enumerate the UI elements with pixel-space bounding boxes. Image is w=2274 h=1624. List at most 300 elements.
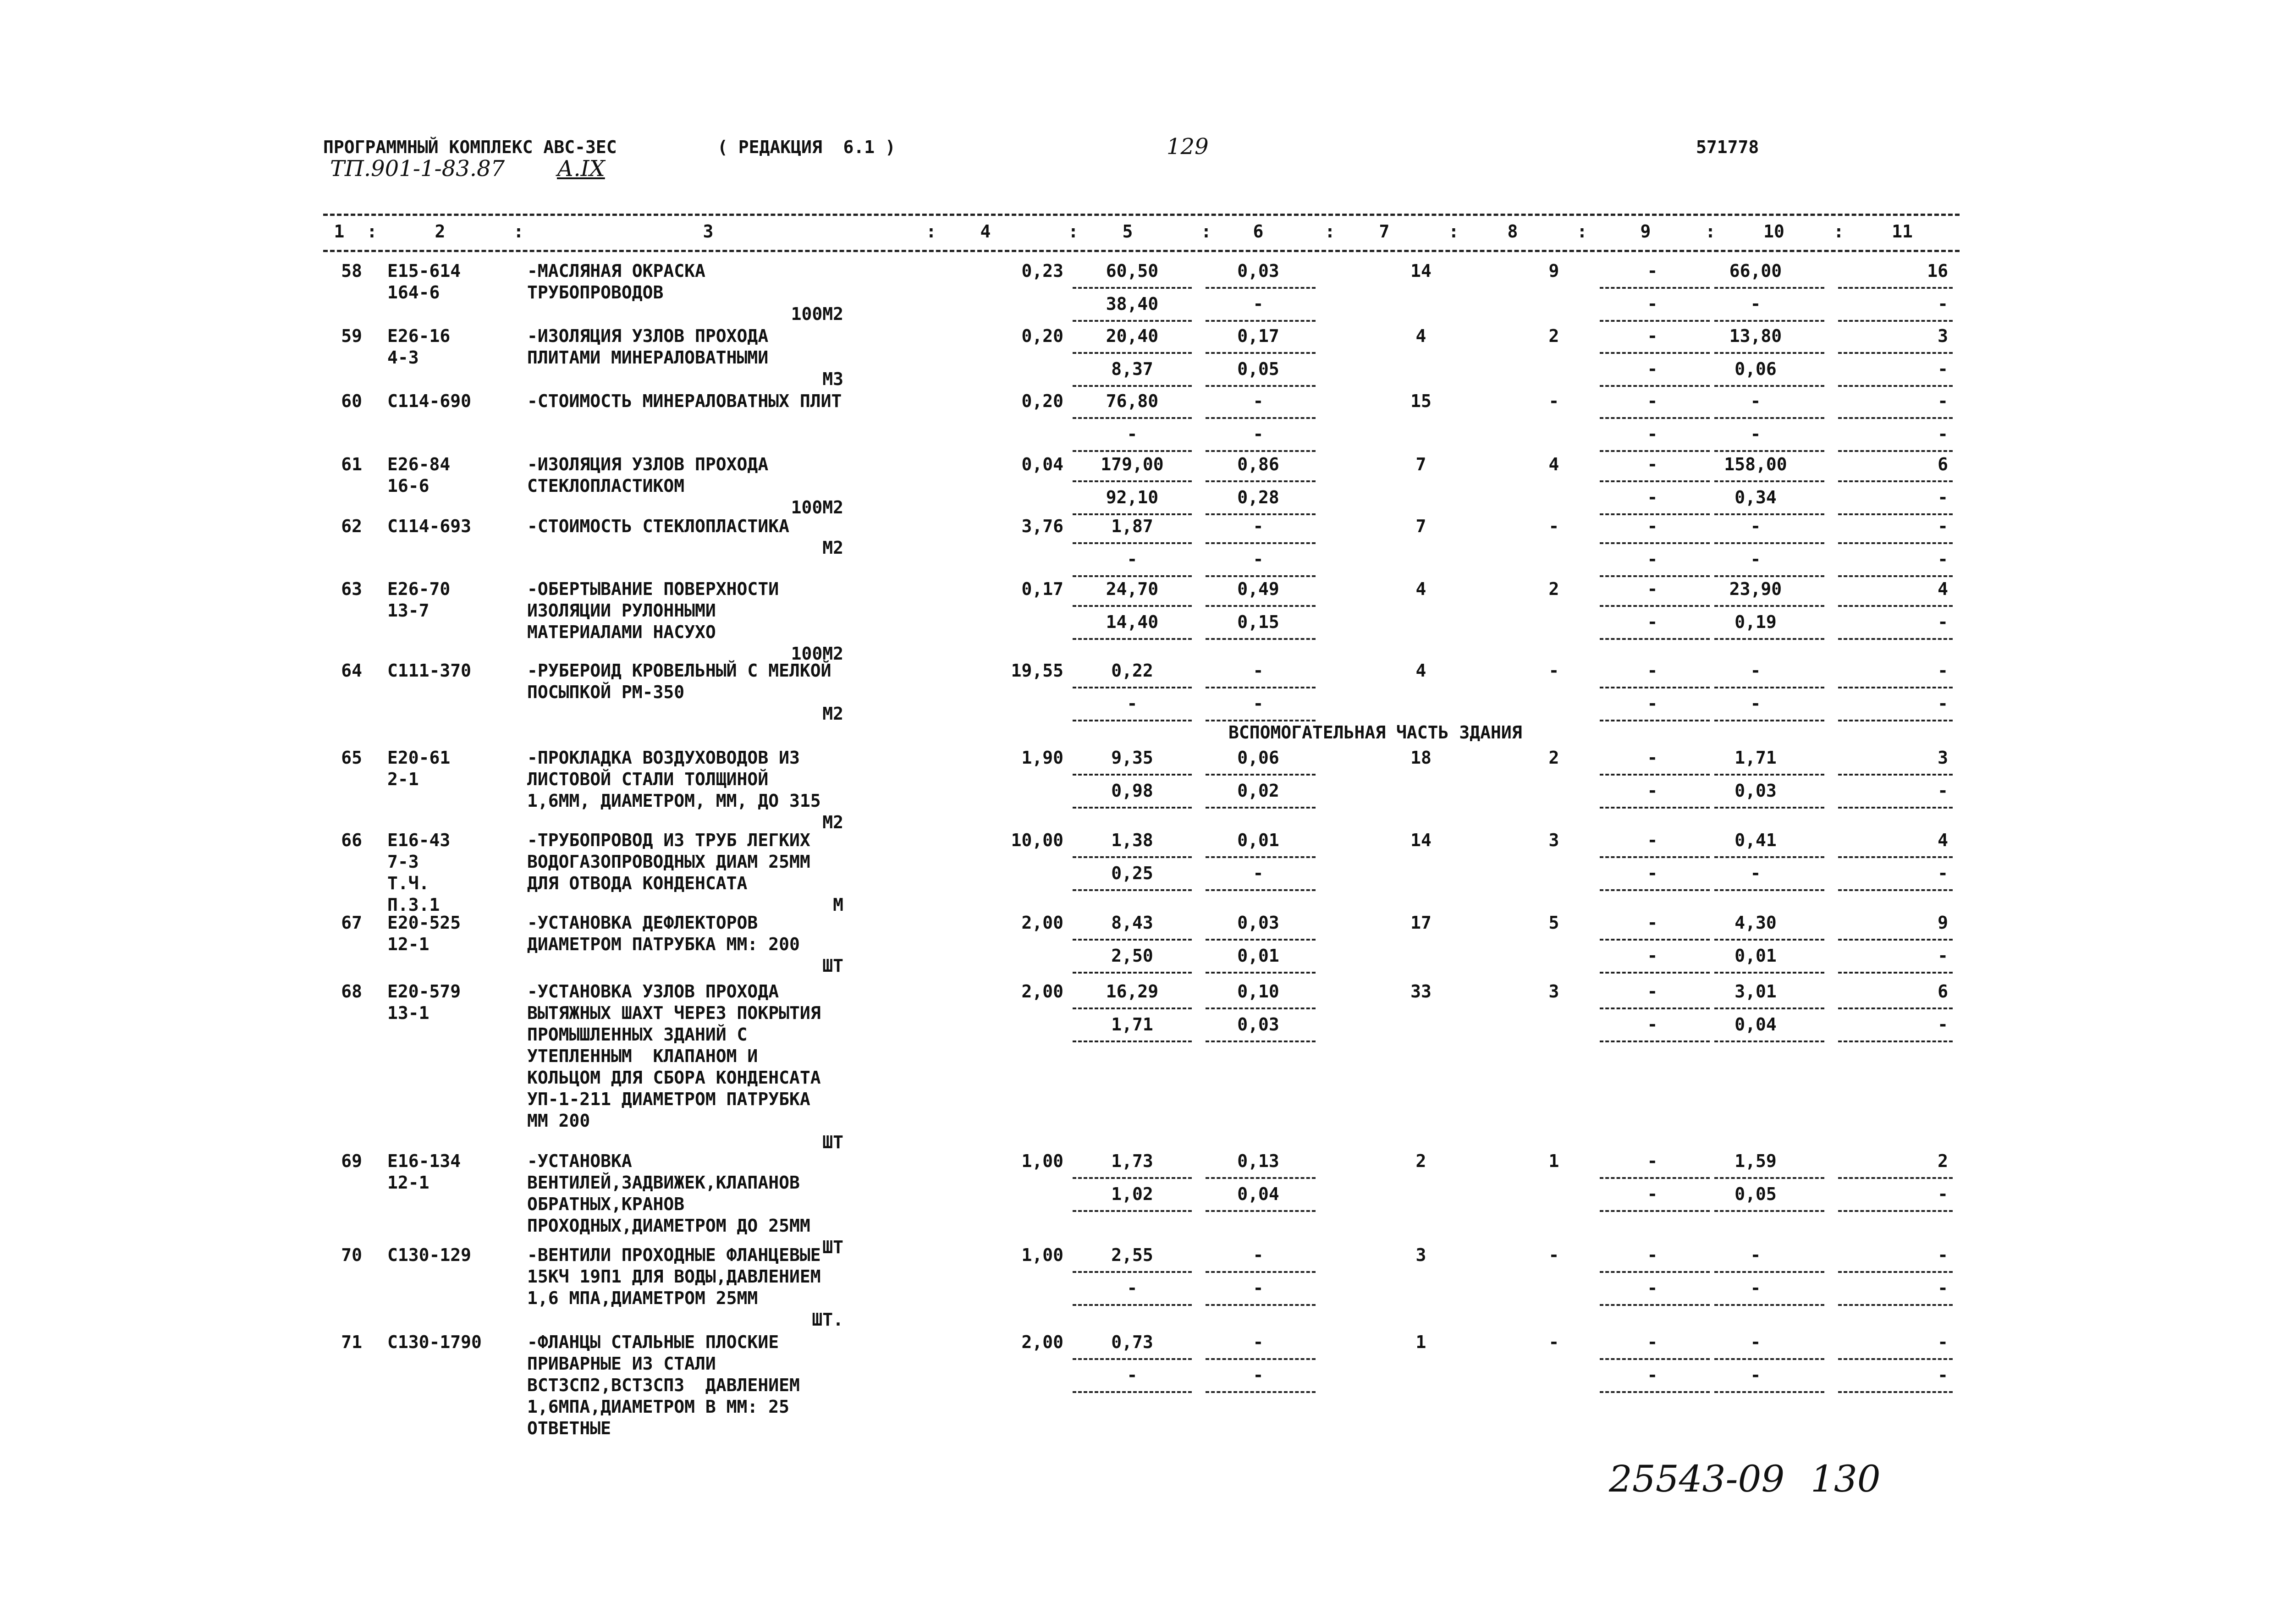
unit-of-measure: ШТ bbox=[822, 1132, 843, 1152]
unit-cost-cell: 24,70 bbox=[1106, 579, 1159, 599]
unit-cost-cell: 179,00 bbox=[1101, 454, 1164, 474]
col10-cell: 4,30 bbox=[1734, 913, 1777, 933]
cell-underline bbox=[1206, 417, 1316, 419]
work-description: -ОБЕРТЫВАНИЕ ПОВЕРХНОСТИ bbox=[527, 579, 779, 599]
cell-underline bbox=[1714, 1007, 1824, 1009]
quantity-cell: 19,55 bbox=[1011, 661, 1063, 681]
cell-underline bbox=[1206, 513, 1316, 515]
cell-underline bbox=[1073, 1007, 1192, 1009]
quantity-cell: 2,00 bbox=[1021, 1332, 1063, 1352]
cell-underline bbox=[1838, 1040, 1953, 1042]
cell-underline bbox=[1073, 575, 1192, 577]
rate-code: С114-690 bbox=[387, 391, 472, 411]
column-header-5: 5 bbox=[1122, 221, 1133, 242]
col11-cell: 3 bbox=[1938, 326, 1948, 346]
unit-cost-cell-2: 2,50 bbox=[1111, 946, 1153, 966]
unit-cost-cell-2: 0,98 bbox=[1111, 781, 1153, 801]
column-separator: : bbox=[1834, 221, 1844, 242]
col10-cell: - bbox=[1750, 1245, 1761, 1265]
work-description: ПЛИТАМИ МИНЕРАЛОВАТНЫМИ bbox=[527, 347, 769, 368]
unit-of-measure: 100М2 bbox=[791, 304, 843, 324]
work-description: ИЗОЛЯЦИИ РУЛОННЫМИ bbox=[527, 600, 716, 621]
cell-underline bbox=[1206, 972, 1316, 974]
work-description: МАТЕРИАЛАМИ НАСУХО bbox=[527, 622, 716, 642]
cell-underline bbox=[1073, 720, 1192, 721]
cell-underline bbox=[1073, 638, 1192, 640]
rate-code: С111-370 bbox=[387, 661, 472, 681]
col11-cell: 4 bbox=[1938, 830, 1948, 850]
cell-underline bbox=[1073, 542, 1192, 544]
work-description: ТРУБОПРОВОДОВ bbox=[527, 282, 664, 303]
col9-cell: - bbox=[1647, 1245, 1658, 1265]
col10-cell-2: - bbox=[1750, 294, 1761, 314]
col9-cell-2: - bbox=[1647, 1278, 1658, 1298]
col10-cell-2: - bbox=[1750, 863, 1761, 883]
cell-underline bbox=[1206, 1040, 1316, 1042]
row-number: 65 bbox=[341, 748, 362, 768]
stamp-number: 25543-09 bbox=[1609, 1458, 1785, 1500]
cell-underline bbox=[1838, 1007, 1953, 1009]
column-header-6: 6 bbox=[1253, 221, 1264, 242]
col8-cell: - bbox=[1548, 1245, 1559, 1265]
cell-underline bbox=[1206, 807, 1316, 809]
col10-cell-2: 0,01 bbox=[1734, 946, 1777, 966]
page-number: 129 bbox=[1167, 134, 1209, 160]
col7-cell: 15 bbox=[1410, 391, 1432, 411]
column-separator: : bbox=[1448, 221, 1459, 242]
cell-underline bbox=[1600, 1271, 1710, 1273]
project-code: ТП.901-1-83.87 bbox=[330, 156, 505, 182]
cell-underline bbox=[1073, 1391, 1192, 1393]
cell-underline bbox=[1600, 287, 1710, 289]
cell-underline bbox=[1838, 513, 1953, 515]
cell-underline bbox=[1600, 1304, 1710, 1306]
col10-cell: - bbox=[1750, 661, 1761, 681]
cell-underline bbox=[1838, 1271, 1953, 1273]
cell-underline bbox=[1600, 480, 1710, 482]
program-name: ПРОГРАММНЫЙ КОМПЛЕКС АВС-ЗЕС bbox=[323, 137, 617, 157]
col9-cell: - bbox=[1647, 1151, 1658, 1171]
col10-cell: 23,90 bbox=[1729, 579, 1782, 599]
col11-cell: 3 bbox=[1938, 748, 1948, 768]
work-description: -МАСЛЯНАЯ ОКРАСКА bbox=[527, 261, 705, 281]
quantity-cell: 0,20 bbox=[1021, 326, 1063, 346]
work-description: ВЕНТИЛЕЙ,ЗАДВИЖЕК,КЛАПАНОВ bbox=[527, 1173, 800, 1193]
salary-cell: 0,49 bbox=[1237, 579, 1279, 599]
cell-underline bbox=[1838, 1391, 1953, 1393]
column-separator: : bbox=[1577, 221, 1587, 242]
col8-cell: 2 bbox=[1548, 326, 1559, 346]
cell-underline bbox=[1838, 1304, 1953, 1306]
rate-code: С114-693 bbox=[387, 516, 472, 536]
cell-underline bbox=[1073, 287, 1192, 289]
cell-underline bbox=[1714, 939, 1824, 941]
row-number: 67 bbox=[341, 913, 362, 933]
col11-cell-2: - bbox=[1938, 1278, 1948, 1298]
quantity-cell: 1,90 bbox=[1021, 748, 1063, 768]
work-description: СТЕКЛОПЛАСТИКОМ bbox=[527, 476, 685, 496]
col10-cell-2: 0,34 bbox=[1734, 487, 1777, 507]
row-number: 66 bbox=[341, 830, 362, 850]
cell-underline bbox=[1600, 687, 1710, 688]
rate-subcode: 164-6 bbox=[387, 282, 440, 303]
col7-cell: 14 bbox=[1410, 830, 1432, 850]
column-header-9: 9 bbox=[1640, 221, 1651, 242]
col11-cell-2: - bbox=[1938, 294, 1948, 314]
work-description: -ТРУБОПРОВОД ИЗ ТРУБ ЛЕГКИХ bbox=[527, 830, 810, 850]
col10-cell-2: 0,06 bbox=[1734, 359, 1777, 379]
unit-cost-cell-2: - bbox=[1127, 1365, 1138, 1385]
col11-cell-2: - bbox=[1938, 781, 1948, 801]
unit-cost-cell: 0,22 bbox=[1111, 661, 1153, 681]
unit-cost-cell: 1,38 bbox=[1111, 830, 1153, 850]
cell-underline bbox=[1206, 1271, 1316, 1273]
work-description: 1,6ММ, ДИАМЕТРОМ, ММ, ДО 315 bbox=[527, 791, 821, 811]
row-number: 58 bbox=[341, 261, 362, 281]
section-title: ВСПОМОГАТЕЛЬНАЯ ЧАСТЬ ЗДАНИЯ bbox=[1228, 722, 1522, 743]
work-description: -УСТАНОВКА ДЕФЛЕКТОРОВ bbox=[527, 913, 758, 933]
col9-cell-2: - bbox=[1647, 1365, 1658, 1385]
cell-underline bbox=[1206, 889, 1316, 891]
cell-underline bbox=[1073, 352, 1192, 354]
cell-underline bbox=[1838, 450, 1953, 452]
unit-of-measure: 100М2 bbox=[791, 497, 843, 517]
salary-cell-2: 0,02 bbox=[1237, 781, 1279, 801]
work-description: -ПРОКЛАДКА ВОЗДУХОВОДОВ ИЗ bbox=[527, 748, 800, 768]
cell-underline bbox=[1714, 1304, 1824, 1306]
col8-cell: - bbox=[1548, 661, 1559, 681]
col9-cell: - bbox=[1647, 830, 1658, 850]
row-number: 69 bbox=[341, 1151, 362, 1171]
column-separator: : bbox=[513, 221, 524, 242]
cell-underline bbox=[1073, 1304, 1192, 1306]
cell-underline bbox=[1838, 605, 1953, 607]
col11-cell: 16 bbox=[1927, 261, 1948, 281]
salary-cell-2: 0,01 bbox=[1237, 946, 1279, 966]
cell-underline bbox=[1714, 320, 1824, 322]
col10-cell: 0,41 bbox=[1734, 830, 1777, 850]
column-header-8: 8 bbox=[1507, 221, 1518, 242]
cell-underline bbox=[1714, 1177, 1824, 1179]
work-description: -ИЗОЛЯЦИЯ УЗЛОВ ПРОХОДА bbox=[527, 326, 769, 346]
cell-underline bbox=[1206, 939, 1316, 941]
col7-cell: 17 bbox=[1410, 913, 1432, 933]
col11-cell-2: - bbox=[1938, 549, 1948, 569]
rate-subcode: 4-3 bbox=[387, 347, 419, 368]
col11-cell-2: - bbox=[1938, 946, 1948, 966]
unit-cost-cell-2: 38,40 bbox=[1106, 294, 1159, 314]
row-number: 61 bbox=[341, 454, 362, 474]
quantity-cell: 0,04 bbox=[1021, 454, 1063, 474]
col10-cell: - bbox=[1750, 516, 1761, 536]
cell-underline bbox=[1838, 687, 1953, 688]
unit-cost-cell: 8,43 bbox=[1111, 913, 1153, 933]
work-description: -УСТАНОВКА bbox=[527, 1151, 632, 1171]
col9-cell-2: - bbox=[1647, 1184, 1658, 1204]
cell-underline bbox=[1206, 774, 1316, 776]
rate-code: Е26-16 bbox=[387, 326, 451, 346]
rate-subcode: 16-6 bbox=[387, 476, 429, 496]
album-code: А.IX bbox=[557, 156, 605, 182]
cell-underline bbox=[1206, 1007, 1316, 1009]
cell-underline bbox=[1600, 1391, 1710, 1393]
salary-cell: - bbox=[1253, 1245, 1264, 1265]
salary-cell-2: 0,15 bbox=[1237, 612, 1279, 632]
column-separator: : bbox=[367, 221, 377, 242]
col9-cell: - bbox=[1647, 579, 1658, 599]
rate-subcode: 13-7 bbox=[387, 600, 429, 621]
cell-underline bbox=[1714, 450, 1824, 452]
salary-cell: 0,13 bbox=[1237, 1151, 1279, 1171]
quantity-cell: 1,00 bbox=[1021, 1245, 1063, 1265]
rate-subcode: 12-1 bbox=[387, 1173, 429, 1193]
unit-cost-cell-2: 1,02 bbox=[1111, 1184, 1153, 1204]
column-separator: : bbox=[1201, 221, 1211, 242]
work-description: -СТОИМОСТЬ МИНЕРАЛОВАТНЫХ ПЛИТ bbox=[527, 391, 842, 411]
cell-underline bbox=[1838, 352, 1953, 354]
cell-underline bbox=[1206, 480, 1316, 482]
cell-underline bbox=[1838, 774, 1953, 776]
cell-underline bbox=[1073, 807, 1192, 809]
col11-cell: - bbox=[1938, 391, 1948, 411]
column-header-2: 2 bbox=[435, 221, 446, 242]
salary-cell: 0,03 bbox=[1237, 261, 1279, 281]
cell-underline bbox=[1838, 856, 1953, 858]
cell-underline bbox=[1838, 417, 1953, 419]
col10-cell: - bbox=[1750, 391, 1761, 411]
col10-cell: 66,00 bbox=[1729, 261, 1782, 281]
cell-underline bbox=[1073, 605, 1192, 607]
col7-cell: 7 bbox=[1415, 454, 1426, 474]
unit-cost-cell: 16,29 bbox=[1106, 981, 1159, 1002]
unit-cost-cell-2: 14,40 bbox=[1106, 612, 1159, 632]
cell-underline bbox=[1714, 889, 1824, 891]
col7-cell: 1 bbox=[1415, 1332, 1426, 1352]
col11-cell-2: - bbox=[1938, 612, 1948, 632]
salary-cell-2: 0,03 bbox=[1237, 1014, 1279, 1035]
unit-cost-cell-2: - bbox=[1127, 549, 1138, 569]
col9-cell: - bbox=[1647, 981, 1658, 1002]
rate-code: Е20-525 bbox=[387, 913, 461, 933]
cell-underline bbox=[1073, 417, 1192, 419]
unit-cost-cell-2: - bbox=[1127, 1278, 1138, 1298]
cell-underline bbox=[1073, 972, 1192, 974]
col11-cell-2: - bbox=[1938, 1365, 1948, 1385]
unit-cost-cell-2: - bbox=[1127, 424, 1138, 444]
work-description: ММ 200 bbox=[527, 1111, 590, 1131]
work-description: ПРИВАРНЫЕ ИЗ СТАЛИ bbox=[527, 1354, 716, 1374]
cell-underline bbox=[1600, 720, 1710, 721]
col9-cell-2: - bbox=[1647, 487, 1658, 507]
cell-underline bbox=[1073, 889, 1192, 891]
salary-cell: 0,06 bbox=[1237, 748, 1279, 768]
cell-underline bbox=[1073, 450, 1192, 452]
salary-cell: - bbox=[1253, 661, 1264, 681]
cell-underline bbox=[1073, 774, 1192, 776]
cell-underline bbox=[1206, 575, 1316, 577]
col10-cell-2: 0,05 bbox=[1734, 1184, 1777, 1204]
column-header-3: 3 bbox=[703, 221, 714, 242]
col10-cell: 3,01 bbox=[1734, 981, 1777, 1002]
quantity-cell: 10,00 bbox=[1011, 830, 1063, 850]
col10-cell: 13,80 bbox=[1729, 326, 1782, 346]
col8-cell: - bbox=[1548, 516, 1559, 536]
cell-underline bbox=[1600, 1007, 1710, 1009]
col9-cell-2: - bbox=[1647, 612, 1658, 632]
salary-cell-2: - bbox=[1253, 424, 1264, 444]
col11-cell: 2 bbox=[1938, 1151, 1948, 1171]
cell-underline bbox=[1073, 1271, 1192, 1273]
cell-underline bbox=[1714, 385, 1824, 387]
column-header-10: 10 bbox=[1763, 221, 1784, 242]
quantity-cell: 1,00 bbox=[1021, 1151, 1063, 1171]
rate-code: С130-129 bbox=[387, 1245, 472, 1265]
salary-cell-2: 0,05 bbox=[1237, 359, 1279, 379]
work-description: ПРОХОДНЫХ,ДИАМЕТРОМ ДО 25ММ bbox=[527, 1216, 810, 1236]
cell-underline bbox=[1206, 1210, 1316, 1212]
salary-cell-2: - bbox=[1253, 294, 1264, 314]
col11-cell: - bbox=[1938, 1332, 1948, 1352]
cell-underline bbox=[1600, 542, 1710, 544]
work-description: УТЕПЛЕННЫМ КЛАПАНОМ И bbox=[527, 1046, 758, 1066]
cell-underline bbox=[1714, 1040, 1824, 1042]
cell-underline bbox=[1838, 638, 1953, 640]
rate-code: Е26-70 bbox=[387, 579, 451, 599]
sheet-number: 130 bbox=[1811, 1458, 1881, 1500]
unit-cost-cell: 20,40 bbox=[1106, 326, 1159, 346]
col11-cell-2: - bbox=[1938, 694, 1948, 714]
work-description: -ИЗОЛЯЦИЯ УЗЛОВ ПРОХОДА bbox=[527, 454, 769, 474]
col11-cell-2: - bbox=[1938, 863, 1948, 883]
col9-cell-2: - bbox=[1647, 946, 1658, 966]
cell-underline bbox=[1206, 638, 1316, 640]
col8-cell: 3 bbox=[1548, 981, 1559, 1002]
col10-cell-2: - bbox=[1750, 694, 1761, 714]
salary-cell-2: - bbox=[1253, 863, 1264, 883]
col11-cell: 6 bbox=[1938, 981, 1948, 1002]
work-description: 1,6 МПА,ДИАМЕТРОМ 25ММ bbox=[527, 1288, 758, 1308]
cell-underline bbox=[1600, 1358, 1710, 1360]
col11-cell-2: - bbox=[1938, 1014, 1948, 1035]
cell-underline bbox=[1206, 352, 1316, 354]
cell-underline bbox=[1714, 513, 1824, 515]
col10-cell: 1,59 bbox=[1734, 1151, 1777, 1171]
cell-underline bbox=[1714, 774, 1824, 776]
cell-underline bbox=[1600, 513, 1710, 515]
work-description: ОТВЕТНЫЕ bbox=[527, 1418, 611, 1438]
unit-cost-cell: 60,50 bbox=[1106, 261, 1159, 281]
edition: ( РЕДАКЦИЯ 6.1 ) bbox=[717, 137, 896, 157]
work-description: ПОСЫПКОЙ РМ-350 bbox=[527, 682, 685, 702]
work-description: -УСТАНОВКА УЗЛОВ ПРОХОДА bbox=[527, 981, 779, 1002]
col11-cell: 4 bbox=[1938, 579, 1948, 599]
cell-underline bbox=[1206, 1391, 1316, 1393]
col9-cell: - bbox=[1647, 261, 1658, 281]
cell-underline bbox=[1073, 385, 1192, 387]
work-description: ВОДОГАЗОПРОВОДНЫХ ДИАМ 25ММ bbox=[527, 852, 810, 872]
column-separator: : bbox=[1705, 221, 1716, 242]
cell-underline bbox=[1206, 287, 1316, 289]
col9-cell: - bbox=[1647, 913, 1658, 933]
cell-underline bbox=[1714, 417, 1824, 419]
salary-cell: - bbox=[1253, 1332, 1264, 1352]
unit-cost-cell: 1,73 bbox=[1111, 1151, 1153, 1171]
unit-cost-cell-2: 0,25 bbox=[1111, 863, 1153, 883]
row-number: 71 bbox=[341, 1332, 362, 1352]
unit-cost-cell-2: 92,10 bbox=[1106, 487, 1159, 507]
cell-underline bbox=[1838, 287, 1953, 289]
row-number: 64 bbox=[341, 661, 362, 681]
unit-of-measure: М2 bbox=[822, 538, 843, 558]
cell-underline bbox=[1206, 542, 1316, 544]
col7-cell: 4 bbox=[1415, 661, 1426, 681]
col11-cell-2: - bbox=[1938, 487, 1948, 507]
col9-cell-2: - bbox=[1647, 294, 1658, 314]
unit-cost-cell-2: 1,71 bbox=[1111, 1014, 1153, 1035]
rate-subcode: 2-1 bbox=[387, 769, 419, 789]
col10-cell-2: - bbox=[1750, 1365, 1761, 1385]
row-number: 60 bbox=[341, 391, 362, 411]
col8-cell: 3 bbox=[1548, 830, 1559, 850]
cell-underline bbox=[1206, 320, 1316, 322]
work-description: ПРОМЫШЛЕННЫХ ЗДАНИЙ С bbox=[527, 1024, 748, 1045]
salary-cell-2: - bbox=[1253, 694, 1264, 714]
row-number: 68 bbox=[341, 981, 362, 1002]
cell-underline bbox=[1600, 889, 1710, 891]
salary-cell-2: 0,04 bbox=[1237, 1184, 1279, 1204]
cell-underline bbox=[1600, 450, 1710, 452]
col8-cell: 1 bbox=[1548, 1151, 1559, 1171]
cell-underline bbox=[1600, 385, 1710, 387]
col9-cell: - bbox=[1647, 454, 1658, 474]
salary-cell: 0,03 bbox=[1237, 913, 1279, 933]
document-number: 571778 bbox=[1696, 137, 1759, 157]
col7-cell: 4 bbox=[1415, 326, 1426, 346]
work-description: УП-1-211 ДИАМЕТРОМ ПАТРУБКА bbox=[527, 1089, 810, 1109]
column-header-11: 11 bbox=[1892, 221, 1913, 242]
salary-cell: 0,10 bbox=[1237, 981, 1279, 1002]
unit-cost-cell: 9,35 bbox=[1111, 748, 1153, 768]
rate-subcode: П.3.1 bbox=[387, 895, 440, 915]
cell-underline bbox=[1838, 1177, 1953, 1179]
cell-underline bbox=[1714, 605, 1824, 607]
col9-cell-2: - bbox=[1647, 424, 1658, 444]
cell-underline bbox=[1714, 1210, 1824, 1212]
work-description: 15КЧ 19П1 ДЛЯ ВОДЫ,ДАВЛЕНИЕМ bbox=[527, 1266, 821, 1287]
cell-underline bbox=[1714, 575, 1824, 577]
cell-underline bbox=[1206, 605, 1316, 607]
col8-cell: 4 bbox=[1548, 454, 1559, 474]
cell-underline bbox=[1838, 385, 1953, 387]
cell-underline bbox=[1206, 1177, 1316, 1179]
cell-underline bbox=[1714, 542, 1824, 544]
row-number: 59 bbox=[341, 326, 362, 346]
quantity-cell: 2,00 bbox=[1021, 981, 1063, 1002]
cell-underline bbox=[1073, 1210, 1192, 1212]
cell-underline bbox=[1838, 972, 1953, 974]
cell-underline bbox=[1206, 450, 1316, 452]
cell-underline bbox=[1714, 687, 1824, 688]
cell-underline bbox=[1714, 720, 1824, 721]
cell-underline bbox=[1073, 1040, 1192, 1042]
column-separator: : bbox=[926, 221, 936, 242]
cell-underline bbox=[1714, 856, 1824, 858]
cell-underline bbox=[1714, 807, 1824, 809]
cell-underline bbox=[1073, 480, 1192, 482]
cell-underline bbox=[1838, 542, 1953, 544]
work-description: ЛИСТОВОЙ СТАЛИ ТОЛЩИНОЙ bbox=[527, 769, 769, 789]
rate-code: Е26-84 bbox=[387, 454, 451, 474]
